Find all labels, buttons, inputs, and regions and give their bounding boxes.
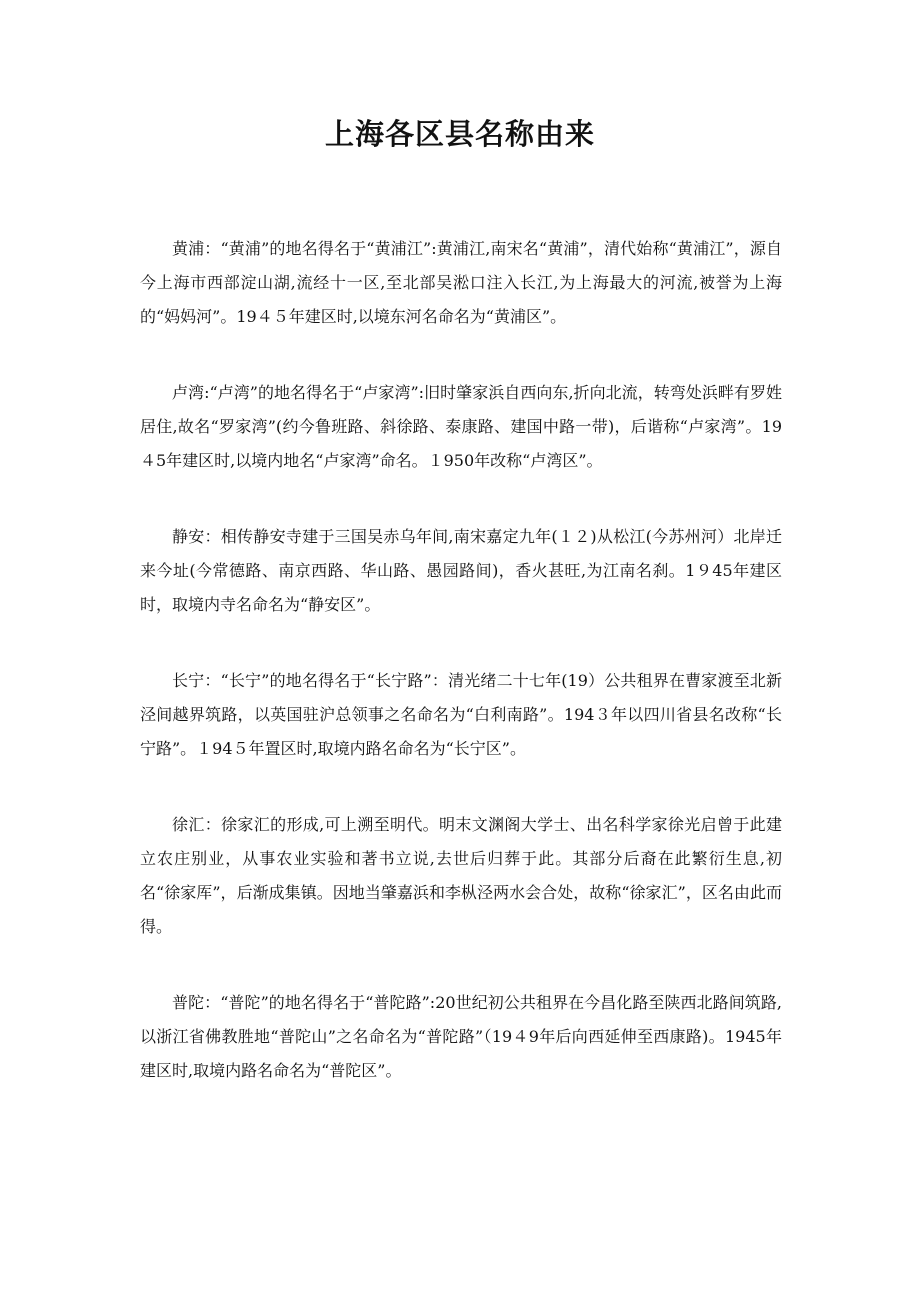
page-title: 上海各区县名称由来 [324,117,595,151]
paragraph-xuhui: 徐汇：徐家汇的形成,可上溯至明代。明末文渊阁大学士、出名科学家徐光启曾于此建立农庄别业，从事农业实验和著书立说,去世后归葬于此。其部分后裔在此繁衍生息,初名“徐家厍”，后渐成集镇。因地当肇嘉浜和李枞泾两水会合处，故称“徐家汇”，区名由此而得。 [140,815,782,936]
paragraph-jingan: 静安：相传静安寺建于三国吴赤乌年间,南宋嘉定九年(１２)从松江(今苏州河）北岸迁来今址(今常德路、南京西路、华山路、愚园路间)，香火甚旺,为江南名刹。1９45年建区时，取境内寺名命名为“静安区”。 [140,527,782,614]
paragraph-luwan: 卢湾:“卢湾”的地名得名于“卢家湾”:旧时肇家浜自西向东,折向北流，转弯处浜畔有罗姓居住,故名“罗家湾”(约今鲁班路、斜徐路、泰康路、建国中路一带)，后谐称“卢家湾”。19４5年建区时,以境内地名“卢家湾”命名。１950年改称“卢湾区”。 [140,383,782,470]
paragraph-putuo: 普陀：“普陀”的地名得名于“普陀路”:20世纪初公共租界在今昌化路至陕西北路间筑路,以浙江省佛教胜地“普陀山”之名命名为“普陀路”（19４9年后向西延伸至西康路)。1945年建区时,取境内路名命名为“普陀区”。 [140,993,782,1080]
paragraph-changning: 长宁：“长宁”的地名得名于“长宁路”：清光绪二十七年(19）公共租界在曹家渡至北新泾间越界筑路，以英国驻沪总领事之名命名为“白利南路”。194３年以四川省县名改称“长宁路”。１94５年置区时,取境内路名命名为“长宁区”。 [140,671,782,758]
document-body [140,232,782,1130]
paragraph-huangpu: 黄浦：“黄浦”的地名得名于“黄浦江”:黄浦江,南宋名“黄浦”，清代始称“黄浦江”，源自今上海市西部淀山湖,流经十一区,至北部吴淞口注入长江,为上海最大的河流,被誉为上海的“妈妈河”。19４５年建区时,以境东河名命名为“黄浦区”。 [140,239,782,326]
